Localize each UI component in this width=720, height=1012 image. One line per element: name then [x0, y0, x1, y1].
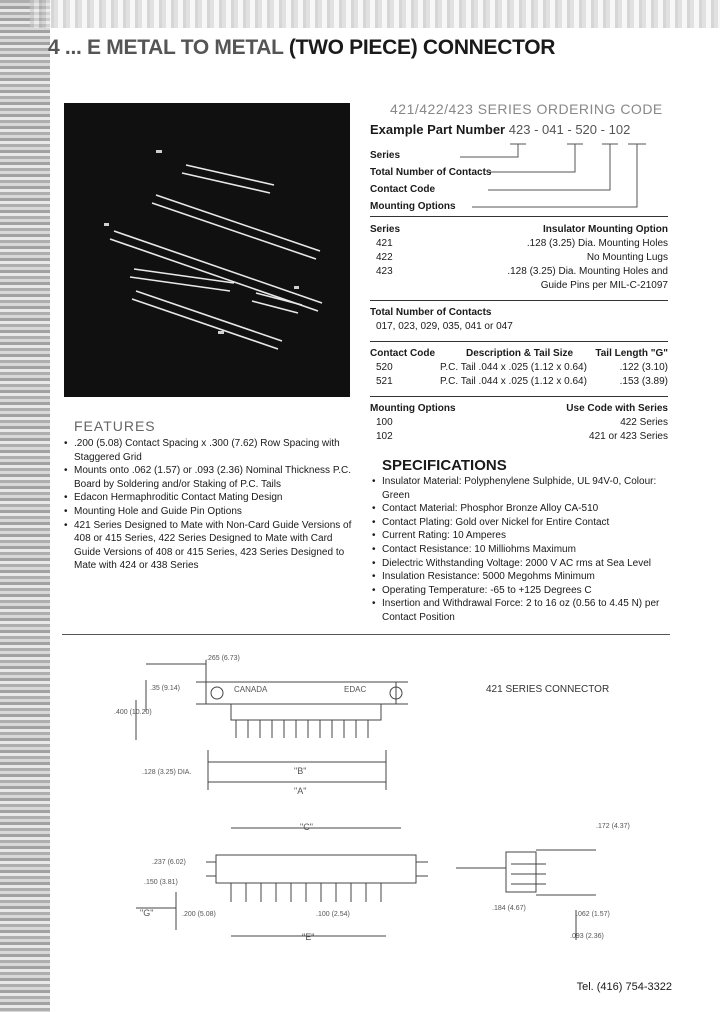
description-header: Description & Tail Size	[466, 348, 574, 359]
option-cell: .128 (3.25) Dia. Mounting Holes	[526, 238, 668, 249]
specifications-list	[372, 475, 668, 625]
code-sep: -	[534, 122, 539, 137]
code-contact-code: 520	[575, 122, 598, 137]
connector-photo-graphic	[64, 103, 350, 397]
option-cell: No Mounting Lugs	[586, 252, 668, 263]
page-title: 4 ... E METAL TO METAL (TWO PIECE) CONNECTOR	[48, 36, 556, 59]
dim-label-e: "E"	[302, 932, 315, 942]
dim-label-b: "B"	[294, 766, 307, 776]
dim-label: .400 (10.20)	[114, 709, 152, 716]
contacts-heading: Total Number of Contacts	[370, 307, 492, 318]
code-sep: -	[600, 122, 605, 137]
dim-label: .093 (2.36)	[570, 933, 604, 940]
feature-item: • .200 (5.08) Contact Spacing x .300 (7.62) Row Spacing with Staggered Grid	[64, 437, 354, 464]
contact-tails	[236, 720, 368, 738]
desc-cell: P.C. Tail .044 x .025 (1.12 x 0.64)	[440, 362, 587, 373]
series-cell: 421	[376, 238, 393, 249]
dim-label-a: "A"	[294, 786, 307, 796]
feature-item: • Edacon Hermaphroditic Contact Mating Design	[64, 491, 354, 505]
dim-label: .200 (5.08)	[182, 911, 216, 918]
spec-item: • Contact Plating: Gold over Nickel for Entire Contact	[372, 516, 668, 530]
brand2-marking: EDAC	[344, 685, 367, 694]
example-part-number	[370, 122, 630, 137]
divider	[370, 216, 668, 217]
dim-label: .172 (4.37)	[596, 823, 630, 830]
divider	[370, 396, 668, 397]
code-series: 423	[508, 122, 531, 137]
dim-label: .265 (6.73)	[206, 655, 240, 662]
spec-item: • Contact Material: Phosphor Bronze Alloy CA-510	[372, 502, 668, 516]
scanned-top-band	[30, 0, 720, 28]
features-list	[64, 437, 354, 573]
specifications-heading: SPECIFICATIONS	[382, 457, 507, 474]
contact-tails-bottom	[231, 883, 381, 902]
brand-marking: CANADA	[234, 685, 268, 694]
code-sep: -	[567, 122, 572, 137]
mount-code-cell: 100	[376, 417, 393, 428]
tail-length-header: Tail Length "G"	[595, 348, 668, 359]
dim-label: .237 (6.02)	[152, 859, 186, 866]
code-mounting: 102	[608, 122, 631, 137]
end-view-body	[506, 852, 536, 892]
spec-item: • Contact Resistance: 10 Milliohms Maximum	[372, 543, 668, 557]
mount-use-cell: 422 Series	[620, 417, 668, 428]
dim-label: .184 (4.67)	[492, 905, 526, 912]
phone-number: Tel. (416) 754-3322	[576, 981, 672, 993]
spec-item: • Current Rating: 10 Amperes	[372, 529, 668, 543]
series-cell: 423	[376, 266, 393, 277]
drawing-caption: 421 SERIES CONNECTOR	[486, 684, 610, 695]
spec-item: • Operating Temperature: -65 to +125 Degrees C	[372, 584, 668, 598]
ordering-row-contacts: Total Number of Contacts	[370, 167, 492, 178]
dim-label: .35 (9.14)	[150, 685, 180, 692]
dim-label: .062 (1.57)	[576, 911, 610, 918]
dim-label-c: "C"	[300, 822, 313, 832]
dim-label: .150 (3.81)	[144, 879, 178, 886]
divider	[370, 300, 668, 301]
features-heading: FEATURES	[74, 418, 156, 434]
mount-use-cell: 421 or 423 Series	[589, 431, 668, 442]
spec-item: • Insulation Resistance: 5000 Megohms Minimum	[372, 570, 668, 584]
code-cell: 521	[376, 376, 393, 387]
use-code-header: Use Code with Series	[566, 403, 668, 414]
option-cell: Guide Pins per MIL-C-21097	[540, 280, 668, 291]
series-col-header: Series	[370, 224, 401, 235]
insulator-col-header: Insulator Mounting Option	[543, 224, 668, 235]
feature-item: • Mounting Hole and Guide Pin Options	[64, 505, 354, 519]
divider	[370, 341, 668, 342]
spec-item: • Dielectric Withstanding Voltage: 2000 V AC rms at Sea Level	[372, 557, 668, 571]
example-label: Example Part Number	[370, 122, 506, 137]
contacts-values: 017, 023, 029, 035, 041 or 047	[376, 321, 513, 332]
contact-code-header: Contact Code	[370, 348, 435, 359]
dim-label: .128 (3.25) DIA.	[142, 769, 192, 776]
code-cell: 520	[376, 362, 393, 373]
dim-label: .100 (2.54)	[316, 911, 350, 918]
ordering-code-heading: 421/422/423 SERIES ORDERING CODE	[390, 101, 663, 117]
option-cell: .128 (3.25) Dia. Mounting Holes and	[507, 266, 668, 277]
ordering-row-contact-code: Contact Code	[370, 184, 435, 195]
mount-code-cell: 102	[376, 431, 393, 442]
connector-body-bottom	[216, 855, 416, 883]
mounting-options-header: Mounting Options	[370, 403, 456, 414]
ordering-row-series: Series	[370, 150, 401, 161]
length-cell: .122 (3.10)	[619, 362, 668, 373]
spec-item: • Insertion and Withdrawal Force: 2 to 16 oz (0.56 to 4.45 N) per Contact Position	[372, 597, 668, 624]
length-cell: .153 (3.89)	[619, 376, 668, 387]
scanned-left-edge	[0, 0, 50, 1012]
desc-cell: P.C. Tail .044 x .025 (1.12 x 0.64)	[440, 376, 587, 387]
dim-label-g: "G"	[140, 908, 154, 918]
feature-item: • 421 Series Designed to Mate with Non-Card Guide Versions of 408 or 415 Series, 422 Series Designed to Mate with Card Guide Versions of 408 or 415 Series, 423 Series Designed to Mate with 424 or 438 Series	[64, 519, 354, 573]
mounting-hole-left	[211, 687, 223, 699]
connector-technical-drawing	[56, 640, 676, 980]
product-photo	[64, 103, 350, 397]
spec-item: • Insulator Material: Polyphenylene Sulphide, UL 94V-0, Colour: Green	[372, 475, 668, 502]
code-contacts: 041	[542, 122, 564, 137]
ordering-row-mounting: Mounting Options	[370, 201, 456, 212]
section-divider	[62, 634, 670, 635]
feature-item: • Mounts onto .062 (1.57) or .093 (2.36) Nominal Thickness P.C. Board by Soldering and/or Staking of P.C. Tails	[64, 464, 354, 491]
series-cell: 422	[376, 252, 393, 263]
connector-body-lower	[231, 704, 381, 720]
